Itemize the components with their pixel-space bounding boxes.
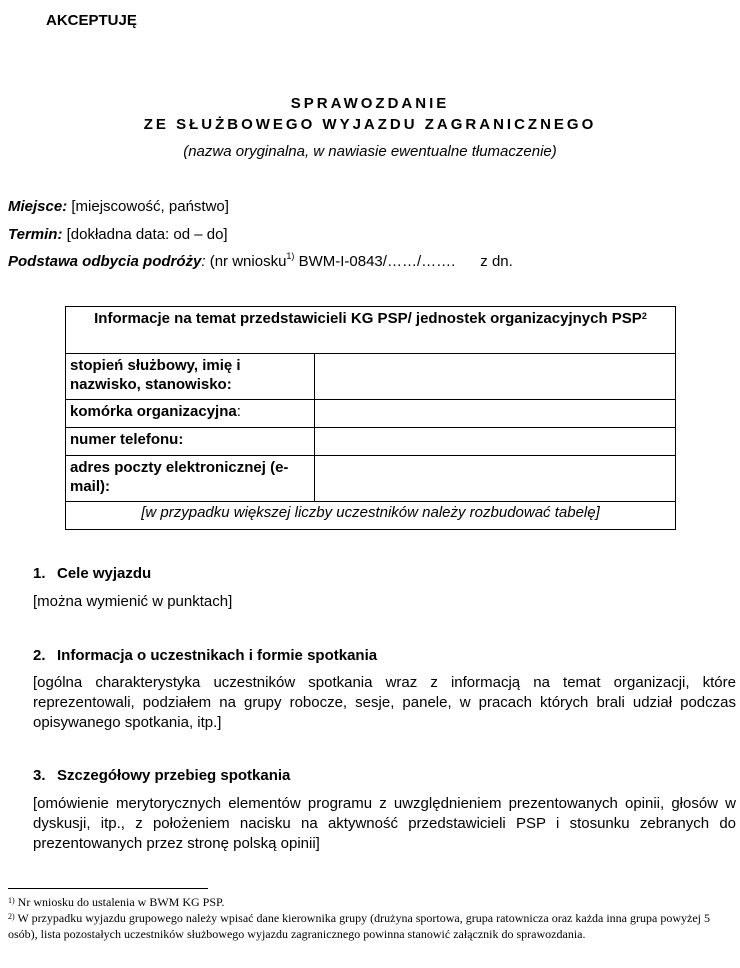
basis-number: BWM-I-0843/……/……. z dn. xyxy=(294,253,513,270)
section-2-heading: 2. Informacja o uczestnikach i formie spotkania xyxy=(33,647,378,664)
report-title-line2: ZE SŁUŻBOWEGO WYJAZDU ZAGRANICZNEGO xyxy=(143,116,597,133)
section-1-heading: 1. Cele wyjazdu xyxy=(33,565,152,582)
term-label: Termin: xyxy=(8,226,63,243)
table-row xyxy=(66,354,676,400)
section-1-text: [można wymienić w punktach] xyxy=(33,593,233,610)
rank-name-value[interactable] xyxy=(315,354,676,400)
rank-name-label: stopień służbowy, imię i nazwisko, stanowisko: xyxy=(66,354,315,400)
table-header-text: Informacje na temat przedstawicieli KG PSP/ jednostek organizacyjnych PSP xyxy=(94,310,642,327)
unit-value[interactable] xyxy=(315,400,676,428)
participants-table xyxy=(65,306,676,530)
accept-label: AKCEPTUJĘ xyxy=(46,12,137,29)
table-footer-note: [w przypadku większej liczby uczestników należy rozbudować tabelę] xyxy=(66,502,676,530)
place-field xyxy=(8,198,229,215)
basis-pre: (nr wniosku xyxy=(205,253,287,270)
footnote-ref-1: 1) xyxy=(286,251,295,261)
footnote-ref-2: 2 xyxy=(641,311,647,321)
table-header xyxy=(66,307,676,354)
section-3-text: [omówienie merytorycznych elementów programu z uwzględnieniem prezentowanych opinii, głosów w dyskusji, itp., z położeniem nacisku na aktywność przedstawicieli PSP i stosunku zebranych do prezentowanych przez stronę polską opinii] xyxy=(33,795,736,852)
footnote-2: $^{2)}$ W przypadku wyjazdu grupowego należy wpisać dane kierownika grupy (drużyna sportowa, grupa ratownicza oraz każda inna grupa powyżej 5 osób), lista pozostałych uczestników służbowego wyjazdu zagranicznego powinna stanowić załącznik do sprawozdania. xyxy=(8,911,710,941)
table-row xyxy=(66,456,676,502)
footnote-separator xyxy=(8,888,208,889)
basis-label: Podstawa odbycia podróży xyxy=(8,253,202,270)
table-row xyxy=(66,428,676,456)
phone-label: numer telefonu: xyxy=(66,428,315,456)
report-title: SPRAWOZDANIE xyxy=(290,95,450,112)
table-row xyxy=(66,400,676,428)
section-2-text: [ogólna charakterystyka uczestników spotkania wraz z informacją na temat organizacji, które reprezentowali, podziałem na grupy robocze, sesje, panele, w pracach których brali udział podczas opisywanego spotkania, itp.] xyxy=(33,674,736,731)
email-label: adres poczty elektronicznej (e-mail): xyxy=(66,456,315,502)
term-field xyxy=(8,226,228,243)
basis-field xyxy=(8,253,513,270)
phone-value[interactable] xyxy=(315,428,676,456)
basis-colon: : xyxy=(201,253,206,270)
email-value[interactable] xyxy=(315,456,676,502)
report-subtitle: (nazwa oryginalna, w nawiasie ewentualne tłumaczenie) xyxy=(183,143,557,160)
unit-label: komórka organizacyjna: xyxy=(66,400,315,428)
place-value: [miejscowość, państwo] xyxy=(67,198,229,215)
place-label: Miejsce: xyxy=(8,198,68,215)
section-3-heading: 3. Szczegółowy przebieg spotkania xyxy=(33,767,291,784)
footnote-1: $^{1)}$ Nr wniosku do ustalenia w BWM KG PSP. xyxy=(8,895,225,909)
term-value: [dokładna data: od – do] xyxy=(62,226,228,243)
